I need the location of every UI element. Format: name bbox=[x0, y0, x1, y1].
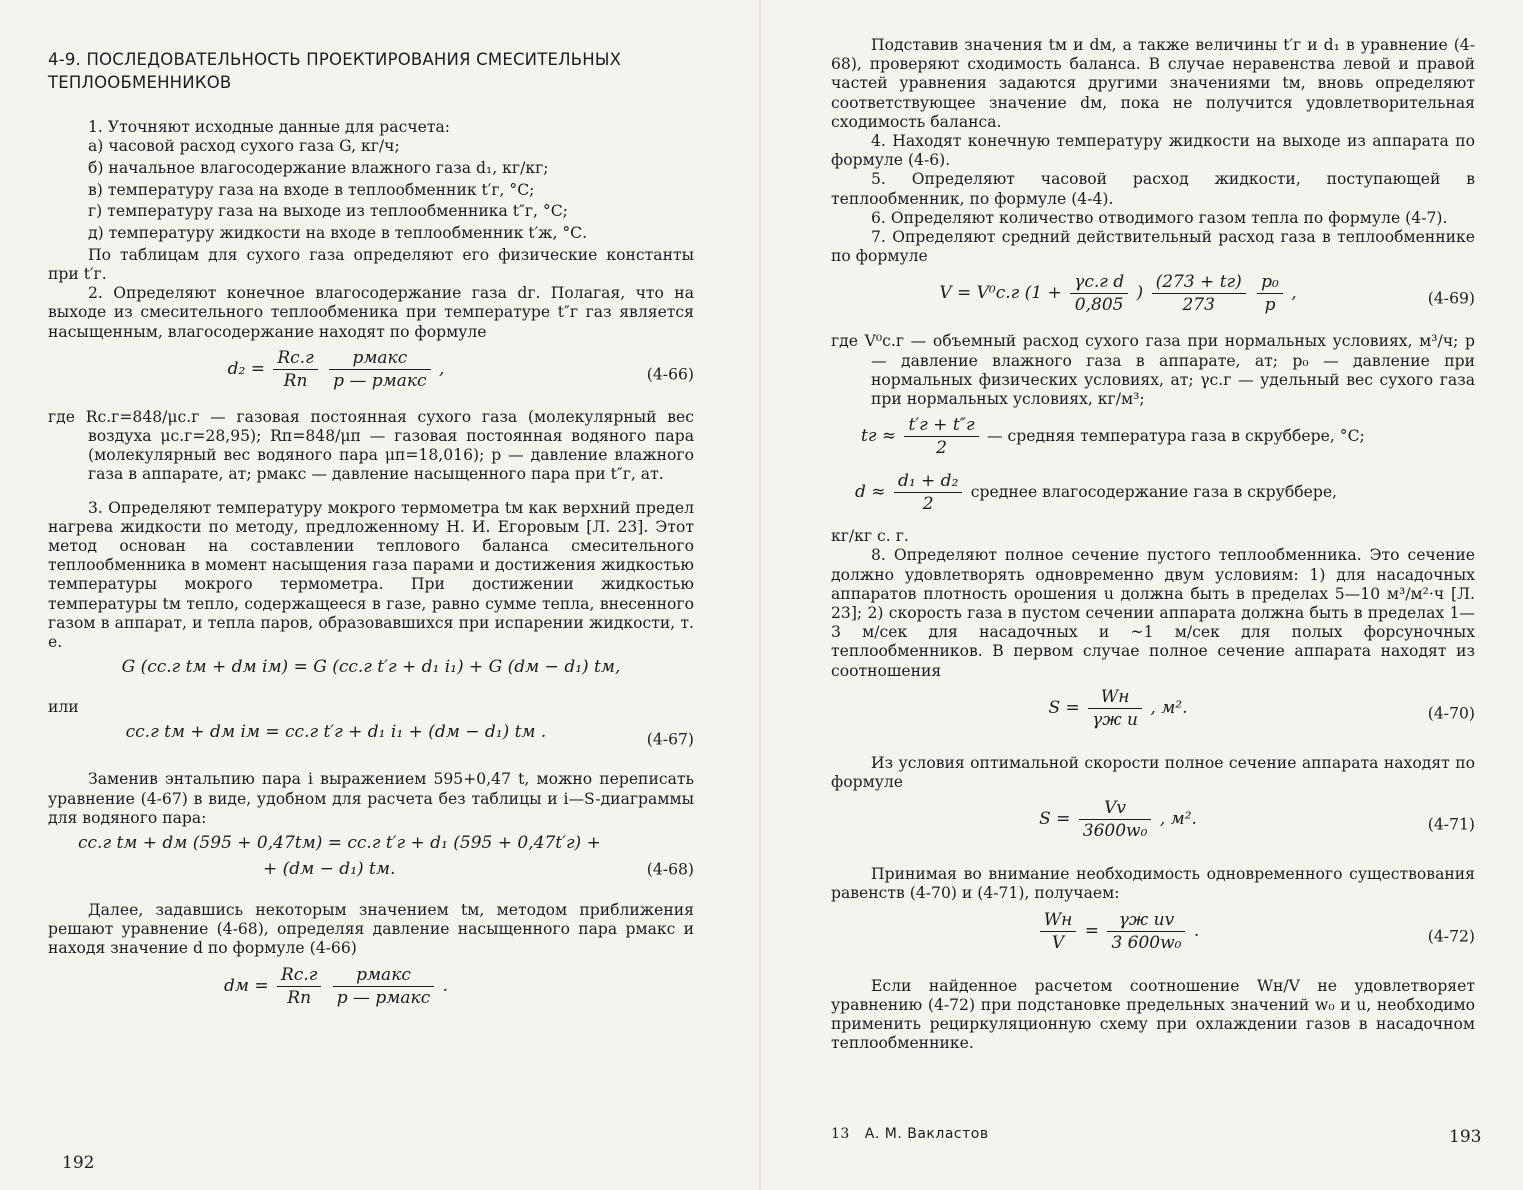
constants-paragraph: По таблицам для сухого газа определяют его физические константы при t′г. bbox=[48, 245, 694, 283]
equation-4-67: cс.г tм + dм iм = cс.г t′г + d₁ i₁ + (dм − d₁) tм . (4-67) bbox=[125, 722, 694, 749]
fraction: $\frac{Vv}{\text{3600w₀}}$ bbox=[1079, 798, 1152, 841]
fraction: $\frac{\text{p₀}}{p}$ bbox=[1257, 272, 1283, 315]
conclusion-paragraph: Если найденное расчетом соотношение Wн/V не удовлетворяет уравнению (4-72) при подстановке предельных значений w₀ и u, необходимо применить рециркуляционную схему при охлаждении газов в насадочном теплообменнике. bbox=[831, 976, 1475, 1053]
equation-number: (4-71) bbox=[1427, 815, 1475, 834]
eq-d-units: кг/кг с. г. bbox=[831, 527, 909, 546]
equation-number: (4-66) bbox=[646, 365, 694, 384]
fraction: $\frac{Rс.г}{Rп}$ bbox=[277, 965, 321, 1008]
list-item: д) температуру жидкости на входе в теплообменник t′ж, °С. bbox=[88, 224, 588, 243]
equation-4-66: d₂ = $\frac{Rс.г}{Rп}$ $\frac{\text{pмакс}}{\text{p — pмакс}}$ , (4-66) bbox=[227, 347, 694, 391]
fraction: $\frac{\text{d₁ + d₂}}{2}$ bbox=[894, 471, 962, 514]
step3-paragraph: 3. Определяют температуру мокрого термометра tм как верхний предел нагрева жидкости по методу, предложенному Н. И. Егоровым [Л. 23]. Этот метод основан на составлении теплового баланса смесительного теплообменника в момент насыщения газа парами и достижения жидкостью температуры мокрого термометра. При достижении жидкостью температуры tм тепло, содержащееся в газе, равно сумме тепла, внесенного газом в аппарат, и тепла паров, образовавшихся при испарении жидкости, т. е. bbox=[48, 498, 694, 651]
equation-balance: G (cс.г tм + dм iм) = G (cс.г t′г + d₁ i₁) + G (dм − d₁) tм, bbox=[121, 657, 621, 678]
fraction: $\frac{\text{γж uv}}{\text{3 600w₀}}$ bbox=[1107, 910, 1185, 953]
page-number: 192 bbox=[62, 1153, 95, 1173]
fraction: $\frac{Wн}{\text{γж u}}$ bbox=[1088, 687, 1142, 730]
equation-d: d ≈ $\frac{\text{d₁ + d₂}}{2}$ среднее влагосодержание газа в скруббере, bbox=[855, 471, 1338, 515]
equation-dm: dм = $\frac{Rс.г}{Rп}$ $\frac{\text{pмакс}}{\text{p — pмакс}}$ . bbox=[223, 964, 449, 1008]
list-item: а) часовой расход сухого газа G, кг/ч; bbox=[88, 137, 400, 156]
eq-lhs: d₂ = bbox=[227, 358, 265, 379]
step4-paragraph: 4. Находят конечную температуру жидкости на выходе из аппарата по формуле (4-6). bbox=[831, 132, 1475, 170]
fraction: $\frac{\text{γс.г d}}{0,805}$ bbox=[1070, 272, 1128, 315]
step2-paragraph: 2. Определяют конечное влагосодержание газа dг. Полагая, что на выходе из смесительного теплообменика при температуре t″г газ является насыщенным, влагосодержание находят по формуле bbox=[48, 284, 694, 341]
fraction: $\frac{\text{pмакс}}{\text{p — pмакс}}$ bbox=[333, 965, 434, 1008]
equation-number: (4-68) bbox=[646, 860, 694, 879]
iteration-paragraph: Далее, задавшись некоторым значением tм, методом приближения решают уравнение (4-68), определяя давление насыщенного пара pмакс и находя значение d по формуле (4-66) bbox=[48, 900, 694, 958]
fraction: $\frac{(273 + tг)}{273}$ bbox=[1152, 272, 1246, 315]
signature-number: 13 bbox=[831, 1126, 850, 1142]
initial-data-list bbox=[48, 137, 694, 243]
right-page bbox=[761, 0, 1523, 1190]
step1-intro: 1. Уточняют исходные данные для расчета: bbox=[88, 118, 451, 136]
signature-author: А. М. Вакластов bbox=[864, 1126, 989, 1142]
fraction: $\frac{\text{pмакс}}{\text{p — pмакс}}$ bbox=[329, 348, 430, 391]
equation-4-72: $\frac{Wн}{V}$ = $\frac{\text{γж uv}}{\text{3 600w₀}}$ . (4-72) bbox=[831, 910, 1475, 964]
right-column bbox=[831, 36, 1475, 1054]
or-word: или bbox=[48, 698, 79, 717]
step5-paragraph: 5. Определяют часовой расход жидкости, поступающей в теплообменник, по формуле (4-4). bbox=[831, 170, 1475, 208]
eq-4-66-description: где Rс.г=848/μс.г — газовая постоянная сухого газа (молекулярный вес воздуха μс.г=28,95); Rп=848/μп — газовая постоянная водяного пара (молекулярный вес водяного пара μп=18,016); p — давление влажного газа в аппарате, ат; pмакс — давление насыщенного пара при t″г, ат. bbox=[48, 407, 694, 484]
list-item: б) начальное влагосодержание влажного газа d₁, кг/кг; bbox=[88, 158, 549, 177]
list-item: г) температуру газа на выходе из теплообменника t″г, °С; bbox=[88, 202, 568, 221]
equation-4-69: V = V⁰с.г (1 + $\frac{\text{γс.г d}}{0,805}$ ) $\frac{(273 + tг)}{273}$ $\frac{\text{p₀}}{p}$ , (4-69) bbox=[939, 272, 1475, 316]
replace-paragraph: Заменив энтальпию пара i выражением 595+0,47 t, можно переписать уравнение (4-67) в виде, удобном для расчета без таблицы и i—S-диаграммы для водяного пара: bbox=[48, 770, 694, 827]
equation-number: (4-69) bbox=[1427, 289, 1475, 308]
equation-4-68: cс.г tм + dм (595 + 0,47tм) = cс.г t′г + d₁ (595 + 0,47t′г) + + (dм − d₁) tм. (4-68) bbox=[78, 832, 694, 879]
page-number: 193 bbox=[1449, 1127, 1482, 1147]
equation-number: (4-67) bbox=[646, 730, 694, 749]
step6-paragraph: 6. Определяют количество отводимого газом тепла по формуле (4-7). bbox=[871, 208, 1448, 227]
list-item: в) температуру газа на входе в теплообменник t′г, °С; bbox=[88, 180, 535, 199]
left-page bbox=[0, 0, 761, 1190]
section-title: 4-9. ПОСЛЕДОВАТЕЛЬНОСТЬ ПРОЕКТИРОВАНИЯ СМЕСИТЕЛЬНЫХ ТЕПЛООБМЕННИКОВ bbox=[48, 50, 622, 92]
step8-paragraph: 8. Определяют полное сечение пустого теплообменника. Это сечение должно удовлетворять одновременно двум условиям: 1) для насадочных аппаратов плотность орошения u должна быть в пределах 5—10 м³/м²·ч [Л. 23]; 2) скорость газа в пустом сечении аппарата должна быть в пределах 1—3 м/сек для насадочных и ~1 м/сек для полых форсуночных теплообменников. В первом случае полное сечение аппарата находят из соотношения bbox=[831, 546, 1475, 680]
check-paragraph: Подставив значения tм и dм, а также величины t′г и d₁ в уравнение (4-68), проверяют сходимость баланса. В случае неравенства левой и правой частей уравнения задаются другими значениями tм, вновь определяют соответствующее значение dм, пока не получится удовлетворительная сходимость баланса. bbox=[831, 36, 1475, 131]
step7-paragraph: 7. Определяют средний действительный расход газа в теплообменнике по формуле bbox=[831, 228, 1475, 266]
eq-4-69-description: где V⁰с.г — объемный расход сухого газа при нормальных условиях, м³/ч; p — давление влажного газа в аппарате, ат; p₀ — давление при нормальных физических условиях, ат; γс.г — удельный вес сухого газа при нормальных условиях, кг/м³; bbox=[831, 332, 1475, 409]
equation-number: (4-72) bbox=[1427, 927, 1475, 946]
equation-4-71: S = $\frac{Vv}{\text{3600w₀}}$ , м². (4-71) bbox=[1039, 798, 1475, 842]
fraction: $\frac{t'г + t''г}{2}$ bbox=[904, 415, 978, 458]
equation-number: (4-70) bbox=[1427, 704, 1475, 723]
fraction: $\frac{Rс.г}{Rп}$ bbox=[273, 348, 317, 391]
equation-tg: tг ≈ $\frac{t'г + t''г}{2}$ — средняя температура газа в скруббере, °С; bbox=[861, 415, 1365, 459]
fraction: $\frac{Wн}{V}$ bbox=[1040, 910, 1077, 953]
signature-mark bbox=[831, 1126, 989, 1142]
optimal-paragraph: Из условия оптимальной скорости полное сечение аппарата находят по формуле bbox=[831, 753, 1475, 792]
simultaneous-paragraph: Принимая во внимание необходимость одновременного существования равенств (4-70) и (4-71), получаем: bbox=[831, 865, 1475, 903]
equation-4-70: S = $\frac{Wн}{\text{γж u}}$ , м². (4-70) bbox=[1048, 686, 1475, 730]
left-column bbox=[48, 48, 694, 1025]
